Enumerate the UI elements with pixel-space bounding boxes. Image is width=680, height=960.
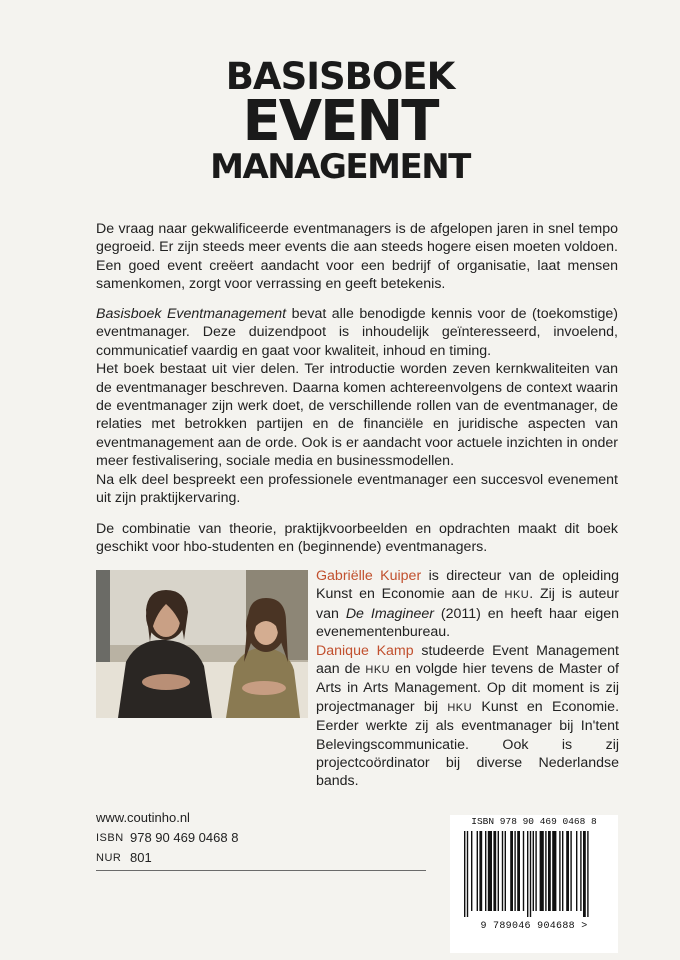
barcode-digits: 9 789046 904688 > bbox=[480, 921, 588, 932]
author-bios bbox=[316, 567, 619, 791]
author-bio-1-text-b: . Zij is auteur van bbox=[316, 586, 620, 622]
barcode-bar bbox=[471, 831, 472, 911]
authors-photo-image bbox=[96, 570, 308, 718]
barcode-bar bbox=[479, 831, 482, 911]
barcode-bar bbox=[540, 831, 544, 911]
barcode-bar bbox=[527, 831, 528, 917]
content-paragraph bbox=[96, 305, 618, 507]
barcode-bar bbox=[583, 831, 586, 917]
author-bio-1-text-a: is directeur van de opleiding Kunst en Economie aan de bbox=[316, 568, 620, 603]
publisher-info bbox=[96, 808, 238, 868]
author-bio-1-year: (2011) bbox=[433, 605, 481, 622]
author-bio-1-book: De Imagineer bbox=[345, 605, 434, 622]
author-bio-2-text-a: studeerde Event Management aan de bbox=[316, 642, 619, 678]
nur-value: 801 bbox=[130, 850, 152, 865]
barcode-bar bbox=[485, 831, 486, 911]
barcode-bar bbox=[552, 831, 556, 911]
author-bio-1 bbox=[316, 567, 619, 642]
barcode-isbn-text: ISBN 978 90 469 0468 8 bbox=[471, 816, 597, 827]
barcode-bar bbox=[493, 831, 496, 911]
nur-row bbox=[96, 848, 238, 868]
audience-paragraph bbox=[96, 520, 618, 557]
nur-label: NUR bbox=[96, 852, 122, 864]
content-line-3: Na elk deel bespreekt een professionele eventmanager een succesvol evenement uit zijn praktijkervaring. bbox=[96, 471, 618, 507]
barcode-bar bbox=[570, 831, 571, 911]
barcode-bar bbox=[523, 831, 524, 911]
title-line-3: MANAGEMENT bbox=[210, 147, 470, 187]
isbn-label: ISBN bbox=[96, 832, 124, 844]
barcode-bar bbox=[535, 831, 536, 911]
title-line-2: EVENT bbox=[242, 89, 438, 154]
author-name-1: Gabriëlle Kuiper bbox=[316, 568, 422, 584]
barcode-bar bbox=[514, 831, 515, 911]
barcode-bar bbox=[587, 831, 588, 917]
barcode-bar bbox=[576, 831, 577, 911]
barcode-bar bbox=[530, 831, 531, 917]
barcode bbox=[450, 815, 618, 953]
book-title-italic: Basisboek Eventmanagement bbox=[96, 306, 287, 322]
audience-text: De combinatie van theorie, praktijkvoorbeelden en opdrachten maakt dit boek geschikt voor hbo-studenten en (beginnende) eventmanagers. bbox=[96, 521, 618, 556]
barcode-bar bbox=[510, 831, 513, 911]
barcode-bar bbox=[517, 831, 520, 911]
barcode-bar bbox=[533, 831, 534, 911]
barcode-bar bbox=[559, 831, 560, 911]
isbn-value: 978 90 469 0468 8 bbox=[130, 830, 239, 845]
content-line-1-rest: bevat alle benodigde kennis voor de (toekomstige) eventmanager. Deze duizendpoot is inhoudelijk geïnteresseerd, invoelend, communicatief vaardig en gaat voor kwaliteit, inhoud en timing. bbox=[96, 306, 618, 359]
barcode-bar bbox=[502, 831, 503, 911]
intro-text: De vraag naar gekwalificeerde eventmanagers is de afgelopen jaren in snel tempo gegroeid. Er zijn steeds meer events die aan steeds hogere eisen moeten voldoen. Een goed event creëert aandacht voor een bedrijf of organisatie, laat mensen samenkomen, zorgt voor verrassing en geeft betekenis. bbox=[96, 221, 618, 293]
barcode-bar bbox=[566, 831, 569, 911]
barcode-bar bbox=[562, 831, 563, 911]
barcode-bar bbox=[464, 831, 465, 917]
barcode-bar bbox=[545, 831, 546, 911]
author-bio-1-text-c: en heeft haar eigen evenementenbureau. bbox=[316, 605, 619, 641]
barcode-bar bbox=[467, 831, 468, 917]
author-bio-2-org-1: HKU bbox=[365, 664, 391, 677]
author-bio-2-text-b: en volgde hier tevens de Master of Arts in Arts Management. Op dit moment is zij projectmanager bij bbox=[316, 661, 619, 715]
author-bio-2-text-c: Kunst en Economie. Eerder werkte zij als eventmanager bij In'tent Belevingscommunicatie. Ook is zij projectcoördinator bij diverse Nederlandse bands. bbox=[316, 698, 620, 790]
barcode-bars bbox=[456, 831, 612, 919]
barcode-bar bbox=[488, 831, 492, 911]
intro-paragraph bbox=[96, 220, 618, 294]
title-line-1: BASISBOEK bbox=[225, 55, 455, 98]
publisher-website: www.coutinho.nl bbox=[96, 810, 190, 825]
isbn-row bbox=[96, 828, 238, 848]
divider-line bbox=[96, 870, 426, 871]
barcode-bar bbox=[505, 831, 506, 911]
barcode-bar bbox=[498, 831, 499, 911]
barcode-bar bbox=[548, 831, 551, 911]
content-line-2: Het boek bestaat uit vier delen. Ter introductie worden zeven kernkwaliteiten van de eventmanager beschreven. Daarna komen achtereenvolgens de context waarin de eventmanager zijn werk doet, de verschillende rollen van de eventmanager, de relaties met betrokken partijen en de financiële en juridische aspecten van eventmanagement aan de orde. Ook is er aandacht voor actuele inzichten in onder meer festivalisering, sociale media en businessmodellen. bbox=[96, 361, 618, 470]
author-bio-2-org-2: HKU bbox=[447, 701, 473, 714]
author-name-2: Danique Kamp bbox=[316, 642, 414, 659]
book-title bbox=[0, 55, 680, 187]
barcode-bar bbox=[477, 831, 478, 911]
content-line-1 bbox=[96, 305, 618, 360]
author-bio-2 bbox=[316, 642, 619, 791]
authors-photo bbox=[96, 570, 308, 718]
barcode-bar bbox=[580, 831, 581, 911]
author-bio-1-org: HKU bbox=[504, 589, 530, 602]
